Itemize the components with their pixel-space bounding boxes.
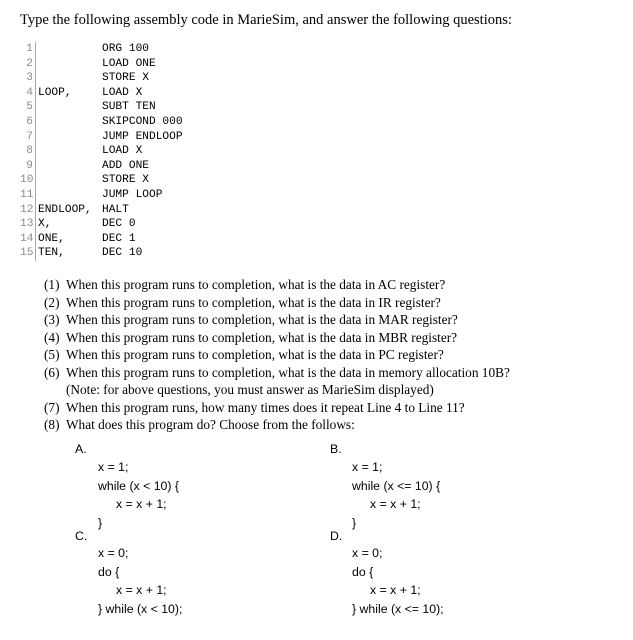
line-number: 6 — [20, 115, 36, 130]
code-instruction: DEC 0 — [102, 218, 136, 231]
line-number: 10 — [20, 173, 36, 188]
option-code-line: do { — [98, 564, 120, 579]
code-instruction: SUBT TEN — [102, 101, 156, 114]
code-instruction: SKIPCOND 000 — [102, 115, 183, 128]
question-number: (3) — [44, 312, 60, 327]
line-number: 2 — [20, 57, 36, 72]
line-number: 1 — [20, 42, 36, 57]
question-text: When this program runs, how many times does it repeat Line 4 to Line 11? — [66, 399, 465, 415]
code-instruction: LOAD X — [102, 86, 143, 99]
option-code-line: do { — [352, 564, 374, 579]
option-code-line: x = x + 1; — [370, 497, 421, 511]
option-code-line: x = 1; — [98, 460, 129, 474]
option-code-line: x = x + 1; — [116, 497, 167, 511]
option-code-line: } while (x < 10); — [98, 601, 183, 616]
option-code-line: x = 1; — [352, 460, 383, 474]
code-instruction: ADD ONE — [102, 159, 149, 172]
question-number: (1) — [44, 277, 60, 292]
question-text: (Note: for above questions, you must answer as MarieSim displayed) — [66, 382, 434, 397]
option-code-line: while (x <= 10) { — [352, 478, 441, 493]
instructions-header: Type the following assembly code in MarieSim, and answer the following questions: — [20, 12, 512, 28]
option-letter: D. — [330, 529, 343, 543]
question-text: When this program runs to completion, what is the data in memory allocation 10B? — [66, 364, 510, 380]
option-code-line: x = 0; — [98, 546, 129, 560]
code-instruction: LOAD X — [102, 145, 143, 158]
code-instruction: DEC 1 — [102, 232, 136, 245]
code-instruction: JUMP LOOP — [102, 188, 163, 201]
question-number: (6) — [44, 364, 60, 380]
question-number: (2) — [44, 294, 60, 310]
code-instruction: STORE X — [102, 174, 149, 187]
question-number: (5) — [44, 347, 60, 362]
line-number: 14 — [20, 232, 36, 247]
code-instruction: JUMP ENDLOOP — [102, 130, 183, 143]
option-code-line: } — [352, 515, 357, 530]
code-instruction: LOAD ONE — [102, 57, 156, 70]
line-number: 11 — [20, 188, 36, 203]
line-number: 5 — [20, 100, 36, 115]
code-instruction: ORG 100 — [102, 43, 149, 55]
option-code-line: while (x < 10) { — [98, 478, 179, 493]
question-number: (4) — [44, 329, 60, 345]
code-label: ENDLOOP, — [38, 203, 92, 216]
line-number: 13 — [20, 217, 36, 232]
question-text: When this program runs to completion, what is the data in IR register? — [66, 294, 441, 310]
line-number: 15 — [20, 246, 36, 261]
option-code-line: } — [98, 515, 103, 530]
line-number: 12 — [20, 203, 36, 218]
option-letter: C. — [75, 529, 88, 543]
option-code-line: x = x + 1; — [370, 583, 421, 597]
option-letter: B. — [330, 442, 342, 456]
line-number: 9 — [20, 159, 36, 174]
question-text: When this program runs to completion, what is the data in MBR register? — [66, 329, 458, 345]
code-instruction: DEC 10 — [102, 247, 143, 260]
line-number: 3 — [20, 71, 36, 86]
code-label: TEN, — [38, 247, 65, 260]
code-instruction: STORE X — [102, 72, 149, 85]
code-instruction: HALT — [102, 203, 129, 216]
question-text: When this program runs to completion, what is the data in AC register? — [66, 277, 446, 292]
option-code-line: } while (x <= 10); — [352, 601, 444, 616]
code-label: ONE, — [38, 232, 65, 245]
code-label: LOOP, — [38, 86, 72, 99]
line-number: 4 — [20, 86, 36, 101]
code-label: X, — [38, 218, 52, 231]
option-code-line: x = x + 1; — [116, 583, 167, 597]
question-text: When this program runs to completion, what is the data in MAR register? — [66, 312, 458, 327]
question-number: (7) — [44, 399, 60, 415]
option-letter: A. — [75, 442, 87, 456]
question-text: When this program runs to completion, what is the data in PC register? — [66, 347, 444, 362]
question-text: What does this program do? Choose from the follows: — [66, 417, 355, 432]
option-code-line: x = 0; — [352, 546, 383, 560]
line-number: 8 — [20, 144, 36, 159]
question-number: (8) — [44, 417, 60, 432]
line-number: 7 — [20, 130, 36, 145]
